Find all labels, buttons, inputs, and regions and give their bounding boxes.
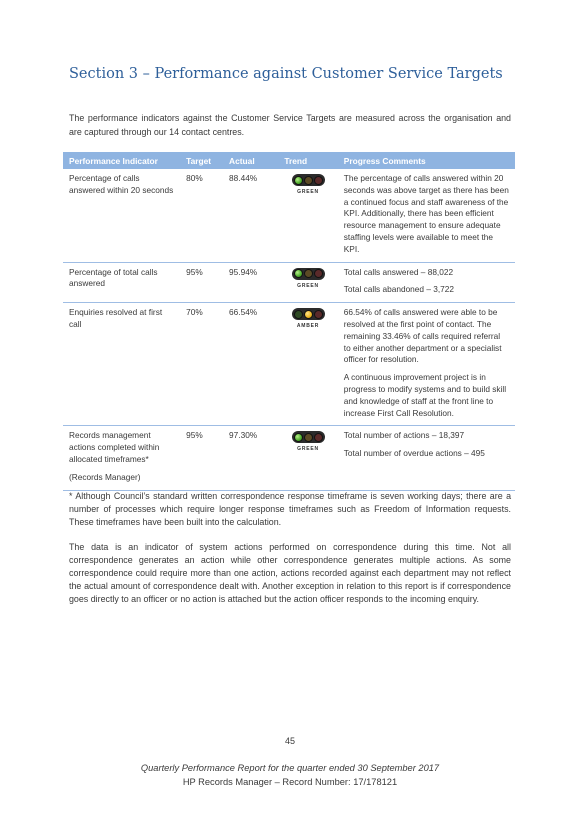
footnote-paragraph: * Although Council’s standard written correspondence response timeframe is seven working days; there are a number of processes which require longer response timeframes such as Freedom of Information requests. These timeframes have been built into the calculation.	[69, 491, 511, 527]
header-comments: Progress Comments	[338, 152, 515, 169]
footer-record-number: HP Records Manager – Record Number: 17/178121	[182, 777, 398, 787]
indicator-cell	[63, 426, 180, 490]
trend-cell	[278, 169, 337, 262]
trend-cell	[278, 303, 337, 426]
indicator-text: Records management actions completed within allocated timeframes*	[69, 430, 160, 464]
comment-text: The percentage of calls answered within 20 seconds was above target as there has been a continued focus and staff awareness of the KPI. Additionally, there has been efficient resource management to ensure adequate staffing levels were available to meet the KPI.	[343, 173, 509, 254]
trend-cell	[278, 262, 337, 303]
table-row	[63, 426, 515, 490]
notes-section	[69, 490, 511, 618]
indicator-cell: Percentage of total calls answered	[63, 262, 180, 303]
indicator-note: (Records Manager)	[69, 471, 141, 482]
comment-text: 66.54% of calls answered were able to be resolved at the first point of contact. The remaining 33.46% of calls required referral to either another department or a specialist officer for resolution.	[343, 307, 502, 365]
footer-report-title: Quarterly Performance Report for the quarter ended 30 September 2017	[140, 763, 440, 773]
comment-text: Total number of overdue actions – 495	[343, 448, 485, 459]
actual-cell: 88.44%	[223, 169, 278, 262]
traffic-light-icon	[284, 267, 331, 293]
comment-text: Total number of actions – 18,397	[343, 430, 465, 441]
table-row	[63, 303, 515, 426]
comment-text: Total calls abandoned – 3,722	[343, 284, 455, 295]
trend-label: AMBER	[296, 323, 320, 330]
trend-label: GREEN	[297, 282, 319, 289]
intro-paragraph: The performance indicators against the Customer Service Targets are measured across the organisation and are captured through our 14 contact centres.	[69, 113, 511, 137]
header-actual: Actual	[223, 152, 278, 169]
comment-text: Total calls answered – 88,022	[343, 266, 454, 277]
header-trend: Trend	[278, 152, 337, 169]
target-cell: 95%	[180, 426, 223, 490]
section-title: Section 3 – Performance against Customer Service Targets	[69, 66, 503, 82]
table-header-row	[63, 152, 515, 169]
target-cell: 80%	[180, 169, 223, 262]
target-cell: 95%	[180, 262, 223, 303]
comments-cell	[338, 426, 515, 490]
traffic-light-icon	[284, 307, 331, 333]
traffic-light-icon	[284, 173, 331, 199]
target-cell: 70%	[180, 303, 223, 426]
table-row	[63, 169, 515, 262]
data-note-paragraph: The data is an indicator of system actions performed on correspondence during this time. Not all correspondence generates an action while other correspondence generates multiple actions. As some correspondence could require more than one action, actions recorded against each department may not reflect the actual amount of correspondence dealt with. Another exception in relation to this report is if correspondence goes directly to an officer or no action is attached but the action officer responds to the incoming enquiry.	[69, 542, 511, 604]
comment-text: A continuous improvement project is in progress to modify systems and to build skill and knowledge of staff at the front line to increase First Call Resolution.	[343, 372, 507, 418]
indicator-cell: Percentage of calls answered within 20 seconds	[63, 169, 180, 262]
trend-cell	[278, 426, 337, 490]
table-row	[63, 262, 515, 303]
actual-cell: 97.30%	[223, 426, 278, 490]
header-indicator: Performance Indicator	[63, 152, 180, 169]
page-number: 45	[284, 736, 295, 746]
indicator-cell: Enquiries resolved at first call	[63, 303, 180, 426]
traffic-light-icon	[284, 430, 331, 456]
comments-cell	[338, 262, 515, 303]
actual-cell: 66.54%	[223, 303, 278, 426]
trend-label: GREEN	[297, 189, 319, 195]
trend-label: GREEN	[297, 446, 319, 453]
header-target: Target	[180, 152, 223, 169]
comments-cell	[338, 169, 515, 262]
actual-cell: 95.94%	[223, 262, 278, 303]
comments-cell	[338, 303, 515, 426]
performance-table	[63, 152, 515, 491]
